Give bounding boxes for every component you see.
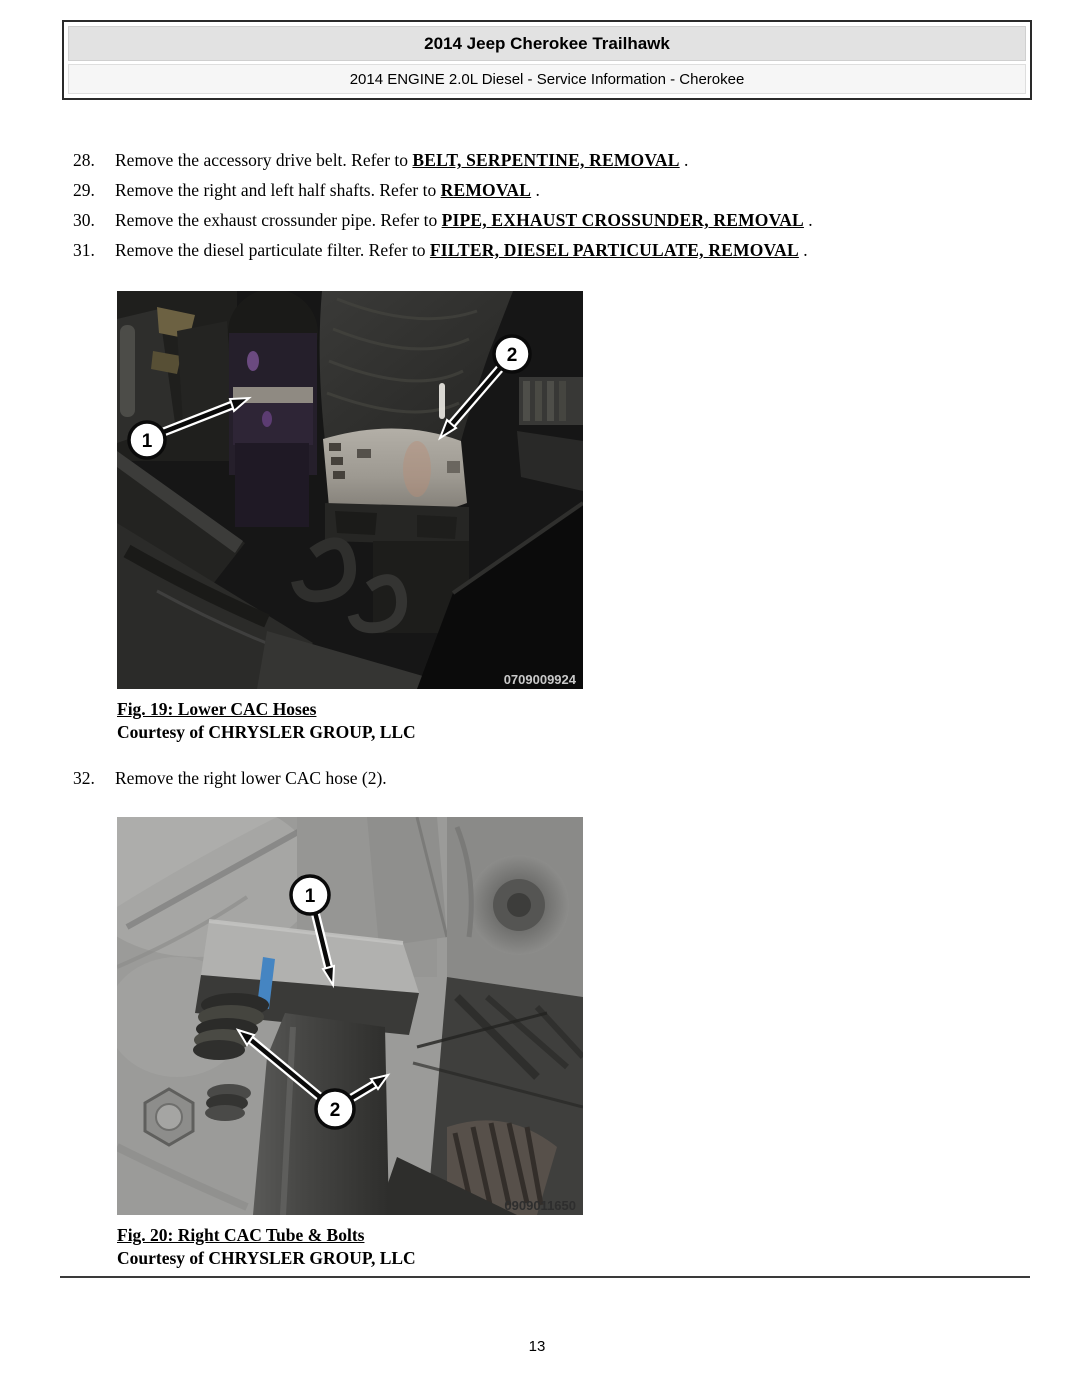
figure-19-caption — [117, 698, 416, 744]
step-item-29 — [73, 180, 1013, 210]
step-text: Remove the right lower CAC hose (2). — [115, 768, 387, 788]
ref-link-filter-diesel-particulate-removal[interactable]: FILTER, DIESEL PARTICULATE, REMOVAL — [429, 240, 799, 260]
step-text — [115, 240, 808, 261]
step-suffix: . — [803, 210, 813, 230]
figure-19-image — [117, 291, 583, 689]
footer-divider — [60, 1276, 1030, 1278]
step-number: 30. — [73, 210, 95, 230]
figure-20-courtesy: Courtesy of CHRYSLER GROUP, LLC — [117, 1248, 416, 1268]
ref-link-pipe-exhaust-crossunder-removal[interactable]: PIPE, EXHAUST CROSSUNDER, REMOVAL — [441, 210, 804, 230]
callout-1-label: 1 — [304, 886, 316, 907]
step-body-text: Remove the right and left half shafts. Refer to — [115, 180, 441, 200]
step-number: 29. — [73, 180, 95, 200]
page-title: 2014 Jeep Cherokee Trailhawk — [68, 26, 1026, 61]
page-subtitle: 2014 ENGINE 2.0L Diesel - Service Information - Cherokee — [68, 64, 1026, 94]
step-number: 28. — [73, 150, 95, 170]
step-item-30 — [73, 210, 1013, 240]
step-body-text: Remove the exhaust crossunder pipe. Refer to — [115, 210, 442, 230]
callout-2-label: 2 — [329, 1100, 341, 1121]
step-text — [115, 150, 688, 171]
figure-20-caption — [117, 1224, 416, 1270]
watermark-text: 0709009924 — [503, 672, 576, 687]
step-item-31 — [73, 240, 1013, 270]
figure-19-title: Fig. 19: Lower CAC Hoses — [117, 699, 317, 719]
step-suffix: . — [679, 150, 689, 170]
callout-2-label: 2 — [506, 345, 518, 366]
step-suffix: . — [531, 180, 540, 200]
step-body-text: Remove the diesel particulate filter. Refer to — [115, 240, 430, 260]
callout-1-label: 1 — [141, 431, 153, 452]
step-number: 31. — [73, 240, 95, 260]
step-item-32 — [73, 768, 1013, 789]
step-item-28 — [73, 150, 1013, 180]
figure-19-courtesy: Courtesy of CHRYSLER GROUP, LLC — [117, 722, 416, 742]
step-text — [115, 180, 540, 201]
step-number: 32. — [73, 768, 95, 788]
step-suffix: . — [798, 240, 808, 260]
procedure-step-list — [73, 150, 1013, 270]
figure-20-title: Fig. 20: Right CAC Tube & Bolts — [117, 1225, 365, 1245]
ref-link-removal[interactable]: REMOVAL — [440, 180, 532, 200]
page-number: 13 — [528, 1338, 546, 1355]
step-text — [115, 210, 813, 231]
watermark-text: 0909011650 — [504, 1198, 576, 1213]
figure-20-image — [117, 817, 583, 1215]
ref-link-belt-serpentine-removal[interactable]: BELT, SERPENTINE, REMOVAL — [412, 150, 680, 170]
step-body-text: Remove the accessory drive belt. Refer to — [115, 150, 413, 170]
header-table — [62, 20, 1032, 100]
